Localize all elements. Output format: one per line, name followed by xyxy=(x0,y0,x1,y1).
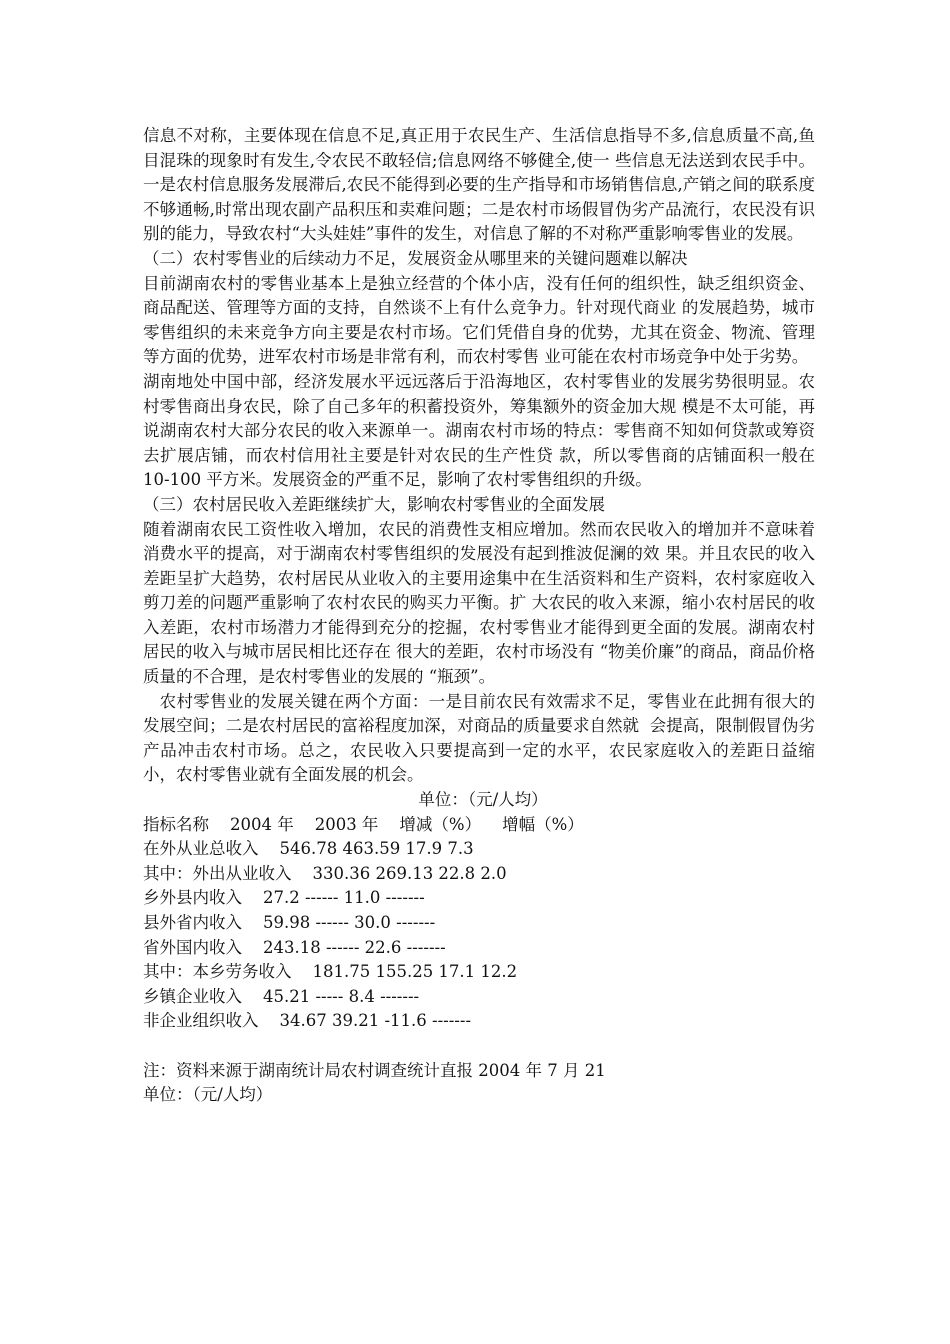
paragraph-current-retail: 目前湖南农村的零售业基本上是独立经营的个体小店，没有任何的组织性，缺乏组织资金、商品配送、管理等方面的支持，自然谈不上有什么竞争力。针对现代商业 的发展趋势，城市零售组织的未来竞争方向主要是农村市场。它们凭借自身的优势，尤其在资金、物流、管理等方面的优势，进军农村市场是非常有利，而农村零售 业可能在农村市场竞争中处于劣势。 xyxy=(143,273,815,367)
table-row: 乡镇企业收入 45.21 ----- 8.4 ------- xyxy=(143,986,420,1006)
source-note: 注：资料来源于湖南统计局农村调查统计直报 2004 年 7 月 21 xyxy=(143,1060,606,1080)
table-unit-label: 单位：（元/人均） xyxy=(418,790,548,810)
table-row: 在外从业总收入 546.78 463.59 17.9 7.3 xyxy=(143,839,474,859)
table-row: 其中：本乡劳务收入 181.75 155.25 17.1 12.2 xyxy=(143,962,518,982)
table-row: 非企业组织收入 34.67 39.21 -11.6 ------- xyxy=(143,1011,472,1031)
table-row: 乡外县内收入 27.2 ------ 11.0 ------- xyxy=(143,888,425,908)
spacer xyxy=(143,1034,815,1059)
table-header: 指标名称 2004 年 2003 年 增减（%） 增幅（%） xyxy=(143,814,584,834)
table-row: 县外省内收入 59.98 ------ 30.0 ------- xyxy=(143,913,436,932)
document-page xyxy=(143,124,815,1108)
paragraph-info-asymmetry: 信息不对称，主要体现在信息不足,真正用于农民生产、生活信息指导不多,信息质量不高,鱼目混珠的现象时有发生,令农民不敢轻信;信息网络不够健全,使一 些信息无法送到农民手中。一是农村信息服务发展滞后,农民不能得到必要的生产指导和市场销售信息,产销之间的联系度不够通畅,时常出现农副产品积压和卖难问题；二是农村市场假冒伪劣产品流行，农民没有识别的能力，导致农村“大头娃娃”事件的发生，对信息了解的不对称严重影响零售业的发展。 xyxy=(143,126,815,244)
unit-label-bottom: 单位：（元/人均） xyxy=(143,1085,273,1105)
section-heading-2: （二）农村零售业的后续动力不足，发展资金从哪里来的关键问题难以解决 xyxy=(143,248,688,268)
paragraph-funding-shortage: 湖南地处中国中部，经济发展水平远远落后于沿海地区，农村零售业的发展劣势很明显。农村零售商出身农民，除了自己多年的积蓄投资外，筹集额外的资金加大规 模是不太可能，再说湖南农村大部分农民的收入来源单一。湖南农村市场的特点：零售商不知如何贷款或筹资去扩展店铺，而农村信用社主要是针对农民的生产性贷 款，所以零售商的店铺面积一般在 10-100 平方米。发展资金的严重不足，影响了农村零售组织的升级。 xyxy=(143,371,815,490)
paragraph-income-gap: 随着湖南农民工资性收入增加，农民的消费性支相应增加。然而农民收入的增加并不意味着消费水平的提高，对于湖南农村零售组织的发展没有起到推波促澜的效 果。并且农民的收入差距呈扩大趋势，农村居民从业收入的主要用途集中在生活资料和生产资料，农村家庭收入剪刀差的问题严重影响了农村农民的购买力平衡。扩 大农民的收入来源，缩小农村居民的收入差距，农村市场潜力才能得到充分的挖掘，农村零售业才能得到更全面的发展。湖南农村居民的收入与城市居民相比还存在 很大的差距，农村市场没有 “物美价廉”的商品，商品价格质量的不合理，是农村零售业的发展的 “瓶颈”。 xyxy=(143,519,815,687)
table-row: 省外国内收入 243.18 ------ 22.6 ------- xyxy=(143,937,446,957)
table-row: 其中：外出从业收入 330.36 269.13 22.8 2.0 xyxy=(143,863,507,883)
paragraph-conclusion: 农村零售业的发展关键在两个方面：一是目前农民有效需求不足，零售业在此拥有很大的发展空间；二是农村居民的富裕程度加深，对商品的质量要求自然就 会提高，限制假冒伪劣产品冲击农村市场。总之，农民收入只要提高到一定的水平，农民家庭收入的差距日益缩小，农村零售业就有全面发展的机会。 xyxy=(143,691,815,785)
section-heading-3: （三）农村居民收入差距继续扩大，影响农村零售业的全面发展 xyxy=(143,494,605,514)
